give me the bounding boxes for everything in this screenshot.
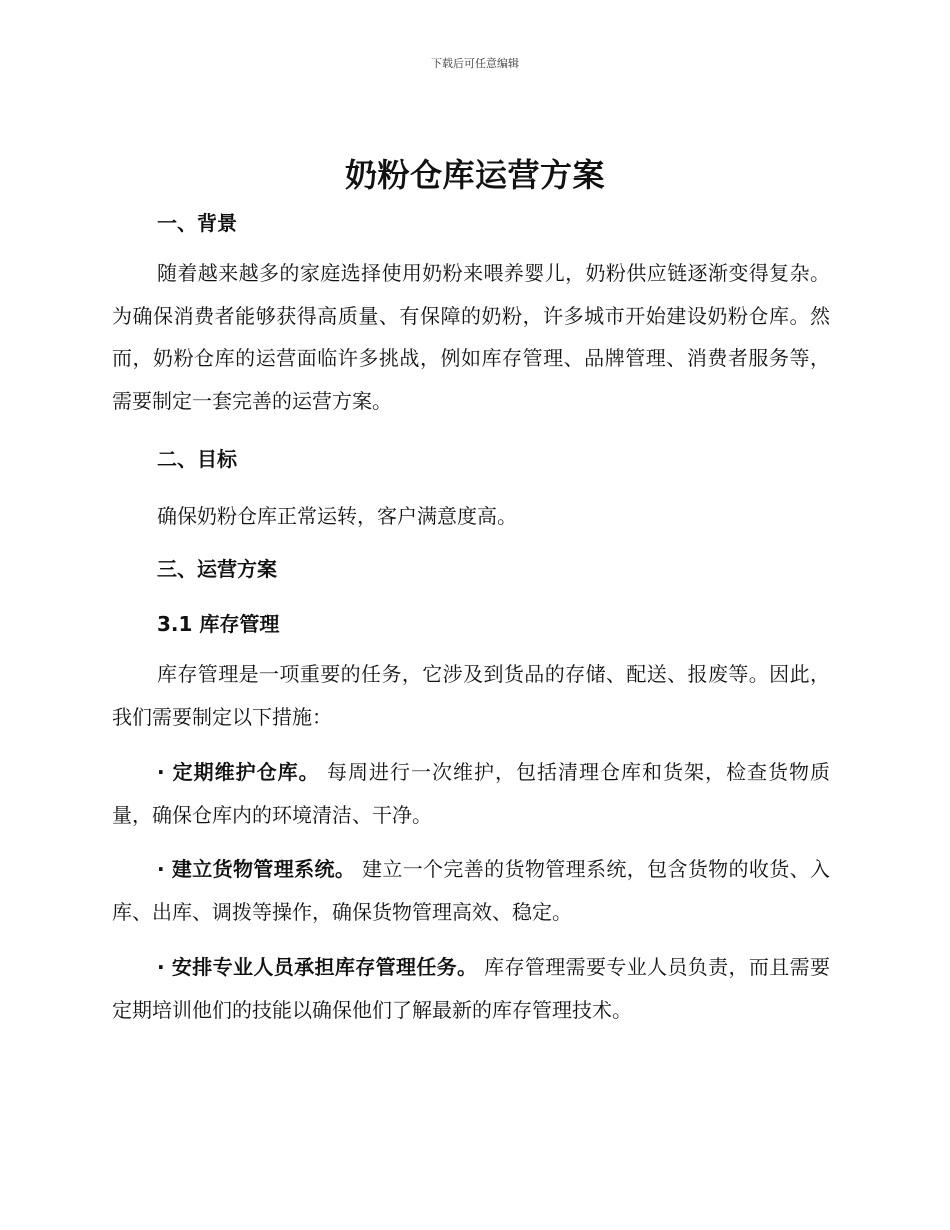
- heading-inventory: 3.1 库存管理: [157, 612, 280, 636]
- bullet-item-system: [112, 848, 830, 933]
- paragraph-background: 随着越来越多的家庭选择使用奶粉来喂养婴儿，奶粉供应链逐渐变得复杂。为确保消费者能够获得高质量、有保障的奶粉，许多城市开始建设奶粉仓库。然而，奶粉仓库的运营面临许多挑战，例如库存管理、品牌管理、消费者服务等，需要制定一套完善的运营方案。: [112, 261, 830, 413]
- paragraph-goal: 确保奶粉仓库正常运转，客户满意度高。: [157, 504, 517, 528]
- bullet-lead: · 定期维护仓库。: [157, 760, 320, 784]
- bullet-lead: · 建立货物管理系统。: [157, 857, 356, 881]
- paragraph-inventory-intro: 库存管理是一项重要的任务，它涉及到货品的存储、配送、报废等。因此，我们需要制定以下措施：: [112, 662, 830, 729]
- page-title: 奶粉仓库运营方案: [344, 156, 605, 194]
- bullet-lead: · 安排专业人员承担库存管理任务。: [157, 955, 478, 979]
- heading-goal: 二、目标: [157, 447, 237, 471]
- header-note: 下载后可任意编辑: [431, 57, 519, 70]
- heading-background: 一、背景: [157, 211, 237, 235]
- bullet-item-maintenance: [112, 751, 830, 836]
- bullet-text: 每周进行一次维护，包括清理仓库和货架，检查货物质量，确保仓库内的环境清洁、干净。: [112, 760, 831, 827]
- bullet-item-staff: [112, 946, 830, 1031]
- bullet-text: 建立一个完善的货物管理系统，包含货物的收货、入库、出库、调拨等操作，确保货物管理高效、稳定。: [112, 857, 831, 924]
- heading-plan: 三、运营方案: [157, 557, 277, 581]
- bullet-text: 库存管理需要专业人员负责，而且需要定期培训他们的技能以确保他们了解最新的库存管理技术。: [112, 955, 831, 1022]
